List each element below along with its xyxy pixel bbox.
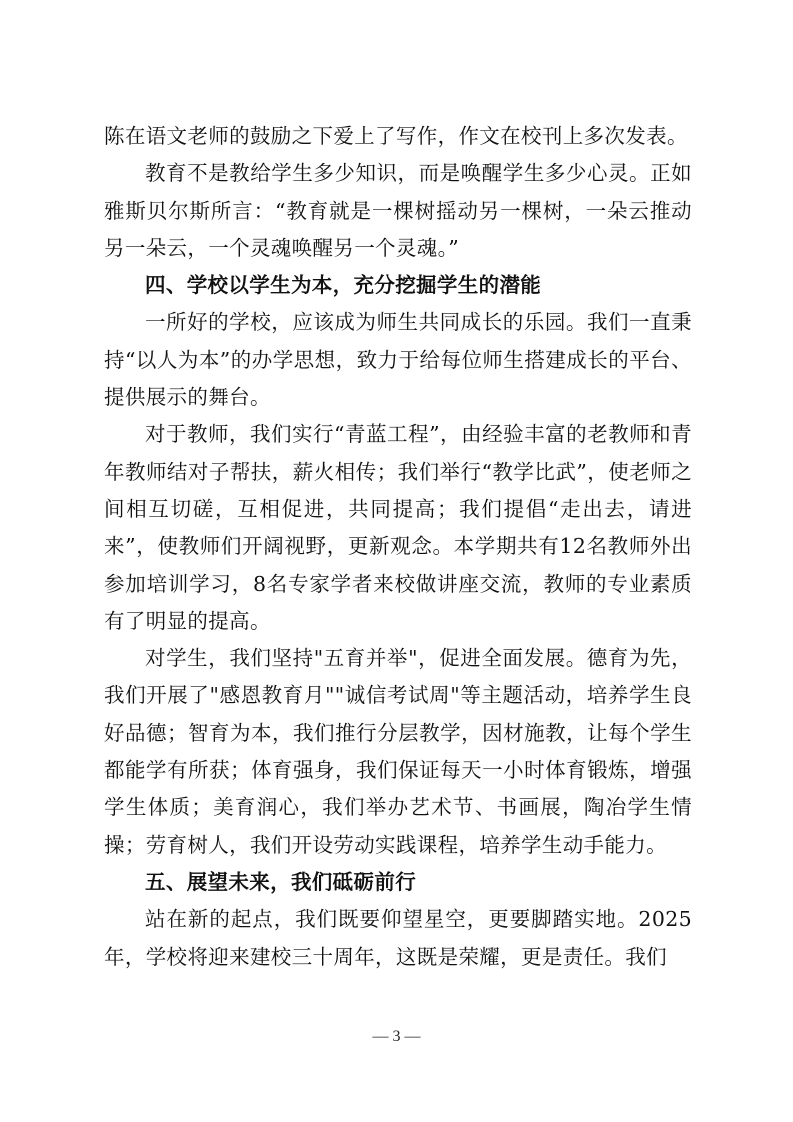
paragraph: 对于教师，我们实行“青蓝工程”，由经验丰富的老教师和青年教师结对子帮扶，薪火相传；我们举行“教学比武”，使老师之间相互切磋，互相促进，共同提高；我们提倡“走出去，请进来”，使教师们开阔视野，更新观念。本学期共有12名教师外出参加培训学习，8名专家学者来校做讲座交流，教师的专业素质有了明显的提高。	[104, 422, 692, 633]
page-number: — 3 —	[372, 1028, 421, 1045]
paragraph: 陈在语文老师的鼓励之下爱上了写作，作文在校刊上多次发表。	[104, 124, 688, 148]
paragraph: 教育不是教给学生多少知识，而是唤醒学生多少心灵。正如雅斯贝尔斯所言：“教育就是一棵树摇动另一棵树，一朵云推动另一朵云，一个灵魂唤醒另一个灵魂。”	[104, 161, 692, 260]
document-body	[104, 118, 692, 976]
paragraph: 一所好的学校，应该成为师生共同成长的乐园。我们一直秉持“以人为本”的办学思想，致力于给每位师生搭建成长的平台、提供展示的舞台。	[104, 310, 692, 410]
section-heading-4: 四、学校以学生为本，充分挖掘学生的潜能	[145, 273, 542, 298]
section-heading-5: 五、展望未来，我们砥砺前行	[145, 869, 417, 894]
paragraph: 对学生，我们坚持"五育并举"，促进全面发展。德育为先，我们开展了"感恩教育月""诚信考试周"等主题活动，培养学生良好品德；智育为本，我们推行分层教学，因材施教，让每个学生都能学有所获；体育强身，我们保证每天一小时体育锻炼，增强学生体质；美育润心，我们举办艺术节、书画展，陶冶学生情操；劳育树人，我们开设劳动实践课程，培养学生动手能力。	[104, 646, 692, 857]
paragraph: 站在新的起点，我们既要仰望星空，更要脚踏实地。2025年，学校将迎来建校三十周年，这既是荣耀，更是责任。我们	[104, 907, 692, 969]
